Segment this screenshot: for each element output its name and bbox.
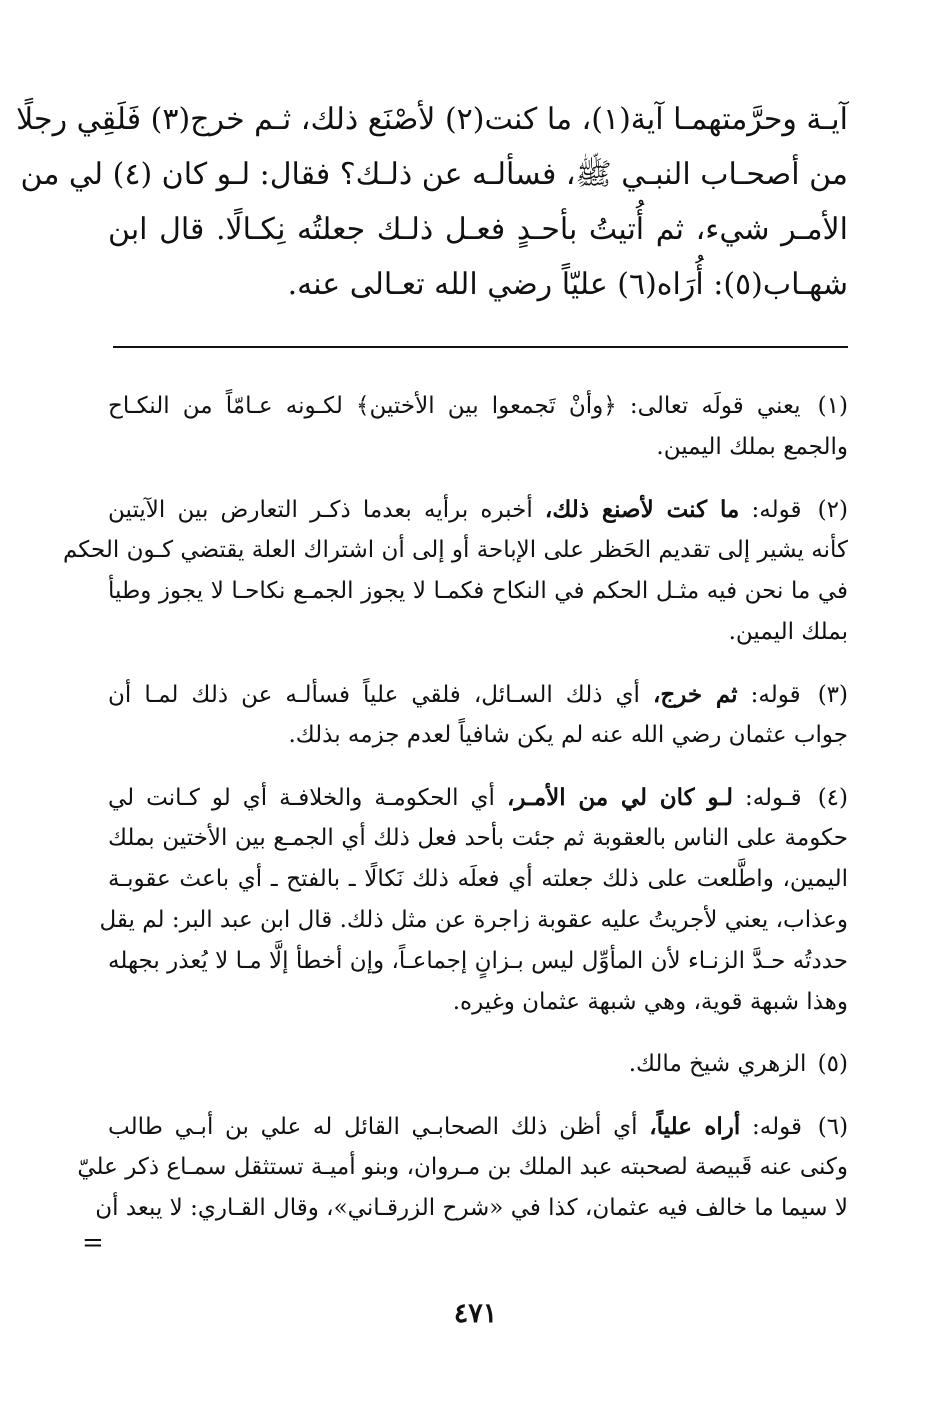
footnote-number: (٥)	[817, 1051, 848, 1077]
footnote-lead: قوله:	[751, 497, 802, 523]
footnote-quote: ما كنت لأصنع ذلك،	[544, 496, 740, 523]
footnote-text: يعني قولَه تعالى: ﴿وأنْ تَجمعوا بين الأختين﴾ لكـونه عـامّاً من النكـاح	[108, 393, 801, 419]
footnote-6	[77, 1106, 849, 1229]
footnote-text: والجمع بملك اليمين.	[656, 434, 848, 460]
footnote-text: لا سيما ما خالف فيه عثمان، كذا في «شرح الزرقـاني»، وقال القـاري: لا يبعد أن	[95, 1195, 848, 1221]
main-text-line: الأمـر شيء، ثم أُتيتُ بأحـدٍ فعـل ذلـك جعلتُه نِكـالًا. قال ابن	[108, 212, 848, 247]
footnote-1	[108, 386, 848, 468]
footnote-number: (٢)	[817, 497, 848, 523]
footnote-text: اليمين، واطَّلعت على ذلك جعلته أي فعلَه ذلك نَكالًا ـ بالفتح ـ أي باعث عقوبـة	[108, 866, 848, 892]
footnote-text: حكومة على الناس بالعقوبة ثم جئت بأحد فعل ذلك أي الجمـع بين الأختين بملك	[108, 825, 848, 851]
footnote-text: أي أظن ذلك الصحابـي القائل له علي بن أبـي طالب	[108, 1114, 638, 1140]
footnotes	[63, 386, 849, 1250]
footnote-number: (٦)	[817, 1114, 849, 1140]
footnote-2	[63, 489, 848, 653]
footnote-5	[108, 1044, 848, 1085]
footnote-text: وهذا شبهة قوية، وهي شبهة عثمان وغيره.	[452, 989, 848, 1015]
footnote-text: حددتُه حـدَّ الزنـاء لأن المأوِّل ليس بـزانٍ إجماعـاً، وإن أخطأ إلَّا مـا لا يُعذر بجهله	[108, 948, 848, 974]
main-text	[16, 92, 848, 312]
footnote-text: بملك اليمين.	[728, 619, 848, 645]
footnote-4	[99, 777, 849, 1023]
footnote-number: (٤)	[817, 785, 849, 811]
footnote-3	[108, 674, 848, 756]
footnote-text: أخبره برأيه بعدما ذكـر التعارض بين الآيتين	[108, 497, 533, 523]
footnote-quote: أراه علياً،	[649, 1113, 741, 1140]
footnote-text: وكنى عنه قَبيصة لصحبته عبد الملك بن مـروان، وبنو أميـة تستثقل سمـاع ذكر عليّ	[77, 1154, 848, 1180]
footnote-text: الزهري شيخ مالك.	[628, 1051, 807, 1077]
page-number: ٤٧١	[453, 1298, 498, 1329]
footnote-text: كأنه يشير إلى تقديم الحَظر على الإباحة أو إلى أن اشتراك العلة يقتضي كـون الحكم	[63, 537, 848, 563]
main-text-line: شهـاب(٥): أُرَاه(٦) عليّاً رضي الله تعـالى عنه.	[287, 267, 848, 302]
main-text-line: آيـة وحرَّمتهمـا آية(١)، ما كنت(٢) لأصْنَع ذلك، ثـم خرج(٣) فَلَقِي رجلًا	[16, 102, 848, 137]
footnote-text: وعذاب، يعني لأجريتُ عليه عقوبة زاجرة عن مثل ذلك. قال ابن عبد البر: لم يقل	[99, 907, 848, 933]
continuation-mark: =	[82, 1228, 104, 1258]
main-text-line: من أصحـاب النبـي ﷺ، فسألـه عن ذلـك؟ فقال: لـو كان (٤) لي من	[20, 157, 848, 192]
footnote-lead: قـوله:	[744, 785, 802, 811]
footnote-number: (٣)	[817, 682, 849, 708]
footnote-quote: لـو كان لي من الأمـر،	[506, 784, 733, 811]
footnote-quote: ثم خرج،	[652, 681, 738, 708]
footnote-lead: قوله:	[750, 682, 801, 708]
footnote-text: أي ذلك السـائل، فلقي علياً فسألـه عن ذلك لمـا أن	[108, 682, 640, 708]
footnote-divider	[113, 346, 848, 348]
footnote-text: أي الحكومـة والخلافـة أي لو كـانت لي	[108, 785, 495, 811]
footnote-text: في ما نحن فيه مثـل الحكم في النكاح فكمـا لا يجوز الجمـع نكاحـا لا يجوز وطيأ	[108, 578, 848, 604]
footnote-text: جواب عثمان رضي الله عنه لم يكن شافياً لعدم جزمه بذلك.	[288, 722, 848, 748]
footnote-lead: قوله:	[752, 1114, 802, 1140]
footnote-number: (١)	[817, 393, 848, 419]
